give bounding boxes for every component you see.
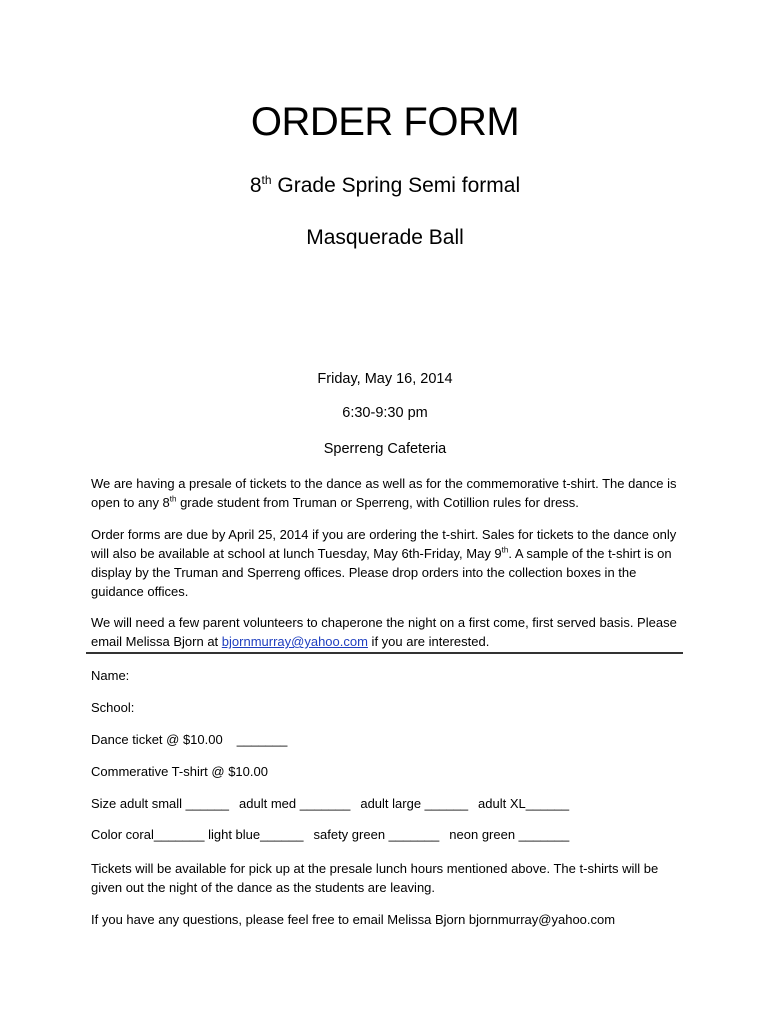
- dance-ticket-label: Dance ticket @ $10.00: [91, 732, 223, 747]
- due-date-text-b: . A sample of the t-shirt is on display by the Truman and Sperreng offices. Please drop orders into the collection boxes in the guidance offices.: [91, 546, 672, 599]
- questions-note: If you have any questions, please feel free to email Melissa Bjorn bjornmurray@yahoo.com: [91, 912, 616, 927]
- volunteer-text-b: if you are interested.: [367, 634, 490, 649]
- dance-ticket-line: [91, 732, 287, 747]
- color-line: [91, 827, 569, 842]
- section-divider: [86, 652, 683, 654]
- volunteer-paragraph: [91, 613, 691, 651]
- event-date: Friday, May 16, 2014: [317, 371, 453, 387]
- event-location: Sperreng Cafeteria: [323, 441, 447, 457]
- size-line: [91, 796, 569, 811]
- presale-superscript: th: [169, 494, 177, 504]
- name-field-label: Name:: [91, 668, 130, 683]
- pickup-note: Tickets will be available for pick up at the presale lunch hours mentioned above. The t-shirts will be given out the night of the dance as the students are leaving.: [91, 861, 659, 895]
- color-safety-green-blank: safety green _______: [313, 827, 440, 842]
- color-coral-lightblue-blank: Color coral_______ light blue______: [91, 827, 304, 842]
- email-link[interactable]: bjornmurray@yahoo.com: [221, 634, 368, 649]
- subtitle-grade: [0, 173, 770, 198]
- event-name: Masquerade Ball: [306, 226, 464, 249]
- dance-ticket-blank: _______: [236, 732, 288, 747]
- presale-text-a: We are having a presale of tickets to the dance as well as for the commemorative t-shirt. The dance is open to any 8: [91, 476, 677, 510]
- subtitle-grade-number: 8: [249, 174, 262, 197]
- due-date-superscript: th: [501, 545, 509, 555]
- size-large-blank: adult large ______: [360, 796, 469, 811]
- subtitle-grade-superscript: th: [261, 173, 272, 187]
- color-neon-green-blank: neon green _______: [449, 827, 570, 842]
- presale-text-b: grade student from Truman or Sperreng, with Cotillion rules for dress.: [176, 495, 579, 510]
- size-med-blank: adult med _______: [239, 796, 351, 811]
- size-xl-blank: adult XL______: [478, 796, 570, 811]
- due-date-paragraph: [91, 525, 691, 601]
- volunteer-text-a: We will need a few parent volunteers to chaperone the night on a first come, first served basis. Please email Melissa Bjorn at: [91, 615, 677, 649]
- size-small-blank: Size adult small ______: [91, 796, 230, 811]
- due-date-text-a: Order forms are due by April 25, 2014 if you are ordering the t-shirt. Sales for tickets to the dance only will also be available at school at lunch Tuesday, May 6th-Friday, May 9: [91, 527, 677, 561]
- tshirt-label: Commerative T-shirt @ $10.00: [91, 764, 268, 779]
- page-title: ORDER FORM: [250, 100, 520, 144]
- presale-paragraph: [91, 474, 691, 512]
- subtitle-grade-text: Grade Spring Semi formal: [271, 174, 521, 197]
- event-time: 6:30-9:30 pm: [342, 405, 428, 421]
- school-field-label: School:: [91, 700, 135, 715]
